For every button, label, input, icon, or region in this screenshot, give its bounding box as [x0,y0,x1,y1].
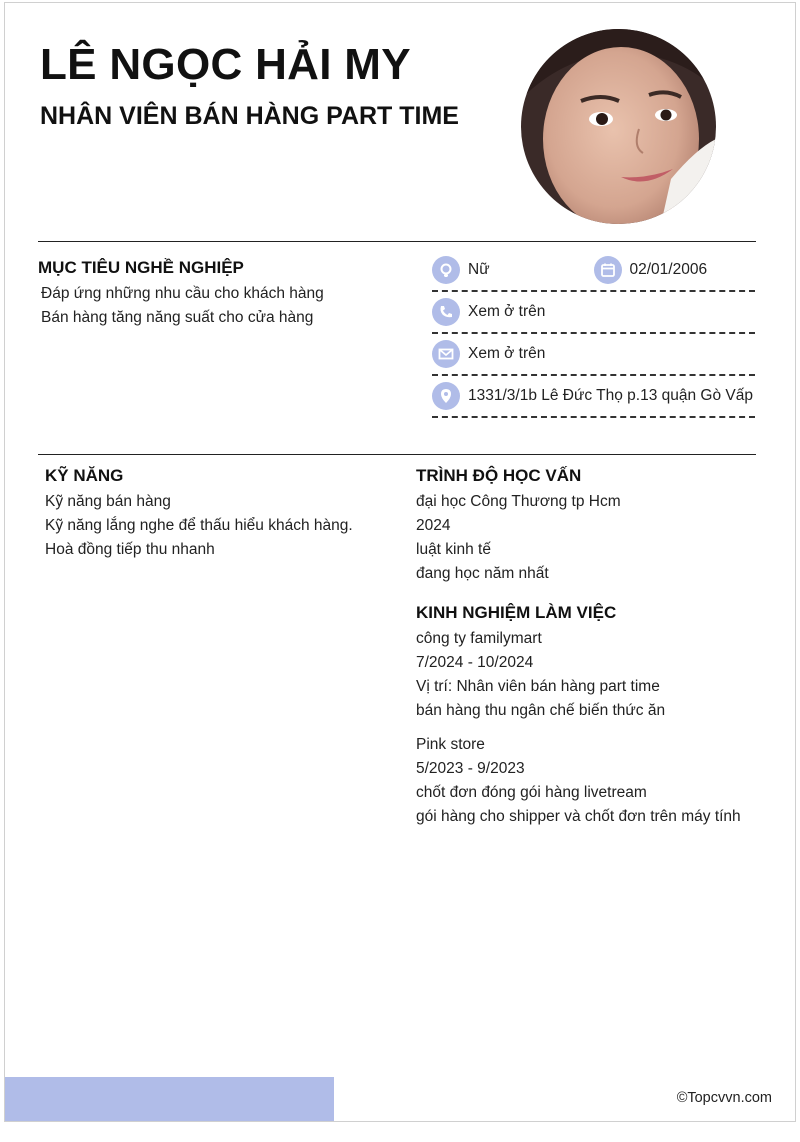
skills-section [45,466,395,562]
gender-icon [432,256,460,284]
contact-section [432,250,755,418]
avatar [521,29,716,224]
experience-line: 7/2024 - 10/2024 [416,654,534,671]
right-column [416,466,756,839]
objective-title: MỤC TIÊU NGHỀ NGHIỆP [38,258,244,277]
divider-middle [38,454,756,455]
objective-line: Đáp ứng những nhu cầu cho khách hàng [41,285,324,302]
contact-row-personal [432,250,755,292]
experience-line: gói hàng cho shipper và chốt đơn trên máy tính [416,808,741,825]
calendar-icon [594,256,622,284]
gender-value: Nữ [468,261,490,278]
experience-line: chốt đơn đóng gói hàng livetream [416,784,647,801]
skills-title: KỸ NĂNG [45,466,124,485]
phone-icon [432,298,460,326]
birthday-value: 02/01/2006 [629,261,708,278]
contact-row-address [432,376,755,418]
email-icon [432,340,460,368]
phone-value: Xem ở trên [468,303,546,320]
experience-entry [416,733,756,829]
email-value: Xem ở trên [468,345,546,362]
address-value: 1331/3/1b Lê Đức Thọ p.13 quận Gò Vấp [468,387,753,404]
experience-line: Pink store [416,736,485,753]
footer-accent-bar [5,1077,334,1121]
skill-item: Kỹ năng bán hàng [45,493,171,510]
experience-entry [416,627,756,723]
job-title: NHÂN VIÊN BÁN HÀNG PART TIME [40,102,459,130]
objective-section [38,258,408,330]
footer-copyright: ©Topcvvn.com [676,1090,772,1106]
objective-line: Bán hàng tăng năng suất cho cửa hàng [41,309,314,326]
education-line: luật kinh tế [416,541,491,558]
experience-section [416,603,756,829]
experience-line: bán hàng thu ngân chế biến thức ăn [416,702,666,719]
experience-line: công ty familymart [416,630,542,647]
location-pin-icon [432,382,460,410]
education-section [416,466,756,586]
skill-item: Kỹ năng lắng nghe để thấu hiểu khách hàng. [45,517,353,534]
contact-row-email [432,334,755,376]
contact-row-phone [432,292,755,334]
experience-line: Vị trí: Nhân viên bán hàng part time [416,678,660,695]
education-line: đang học năm nhất [416,565,549,582]
skill-item: Hoà đồng tiếp thu nhanh [45,541,215,558]
candidate-name: LÊ NGỌC HẢI MY [40,40,411,89]
education-line: đại học Công Thương tp Hcm [416,493,621,510]
divider-top [38,241,756,242]
experience-line: 5/2023 - 9/2023 [416,760,525,777]
education-line: 2024 [416,517,451,534]
experience-title: KINH NGHIỆM LÀM VIỆC [416,603,617,622]
education-title: TRÌNH ĐỘ HỌC VẤN [416,466,582,485]
